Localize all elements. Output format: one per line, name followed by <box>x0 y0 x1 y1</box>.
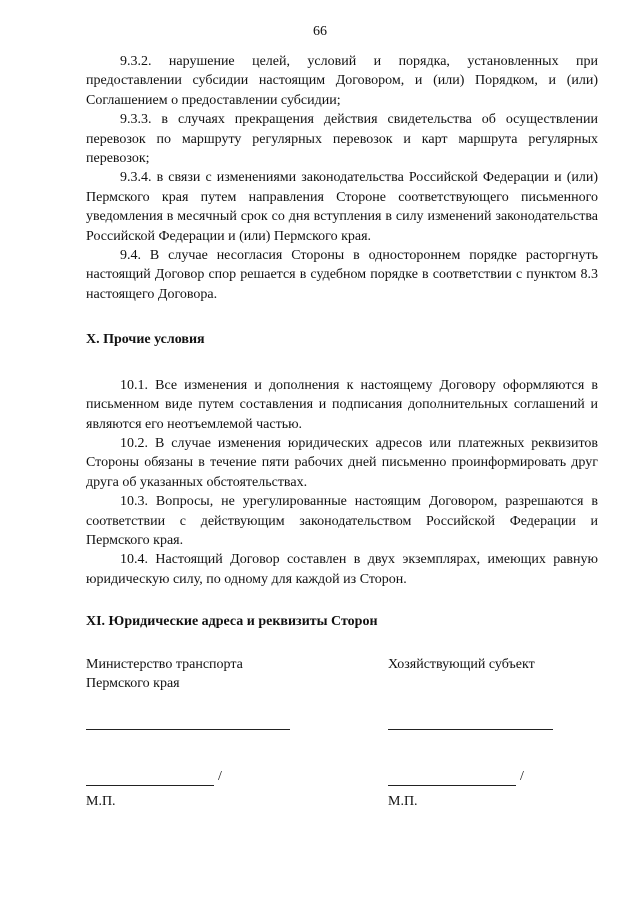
left-stamp-label: М.П. <box>86 793 116 809</box>
right-party-name: Хозяйствующий субъект <box>388 656 535 672</box>
left-slash: / <box>218 768 222 784</box>
right-signature-row <box>388 766 598 786</box>
document-body <box>86 52 598 811</box>
clause-9-3-2: 9.3.2. нарушение целей, условий и порядка, установленных при предоставлении субсидии настоящим Договором, и (или) Порядком, и (или) Соглашением о предоставлении субсидии; <box>86 54 598 108</box>
section-10-title: X. Прочие условия <box>86 332 205 348</box>
clause-9-3-4: 9.3.4. в связи с изменениями законодательства Российской Федерации и (или) Пермского края путем направления Стороне соответствующего письменного уведомления в месячный срок со дня вступления в силу изменений законодательства Российской Федерации и (или) Пермского края. <box>86 170 598 244</box>
clause-10-4: 10.4. Настоящий Договор составлен в двух экземплярах, имеющих равную юридическую силу, по одному для каждой из Сторон. <box>86 552 598 587</box>
left-signature-line <box>86 785 214 786</box>
clause-9-3-3: 9.3.3. в случаях прекращения действия свидетельства об осуществлении перевозок по маршруту регулярных перевозок и карт маршрута регулярных перевозок; <box>86 112 598 167</box>
page-number: 66 <box>313 24 327 39</box>
right-slash: / <box>520 768 524 784</box>
left-party-name <box>86 655 316 695</box>
right-stamp-label: М.П. <box>388 793 418 809</box>
clause-10-2: 10.2. В случае изменения юридических адресов или платежных реквизитов Стороны обязаны в течение пяти рабочих дней письменно проинформировать друг друга об указанных обстоятельствах. <box>86 435 598 490</box>
clause-10-3: 10.3. Вопросы, не урегулированные настоящим Договором, разрешаются в соответствии с действующим законодательством Российской Федерации и Пермского края. <box>86 494 598 548</box>
left-party-line1: Министерство транспорта <box>86 656 243 672</box>
left-party-line2: Пермского края <box>86 675 180 691</box>
right-signature-line <box>388 785 516 786</box>
clause-9-4: 9.4. В случае несогласия Стороны в одностороннем порядке расторгнуть настоящий Договор спор решается в судебном порядке в соответствии с пунктом 8.3 настоящего Договора. <box>86 248 598 302</box>
left-details-line <box>86 729 290 730</box>
left-signature-row <box>86 766 316 786</box>
signature-right <box>388 655 598 811</box>
section-11-title: XI. Юридические адреса и реквизиты Сторон <box>86 614 378 630</box>
clause-10-1: 10.1. Все изменения и дополнения к настоящему Договору оформляются в письменном виде путем составления и подписания дополнительных соглашений и являются его неотъемлемой частью. <box>86 377 598 432</box>
right-details-line <box>388 729 553 730</box>
signature-block <box>86 655 598 811</box>
signature-left <box>86 655 316 811</box>
